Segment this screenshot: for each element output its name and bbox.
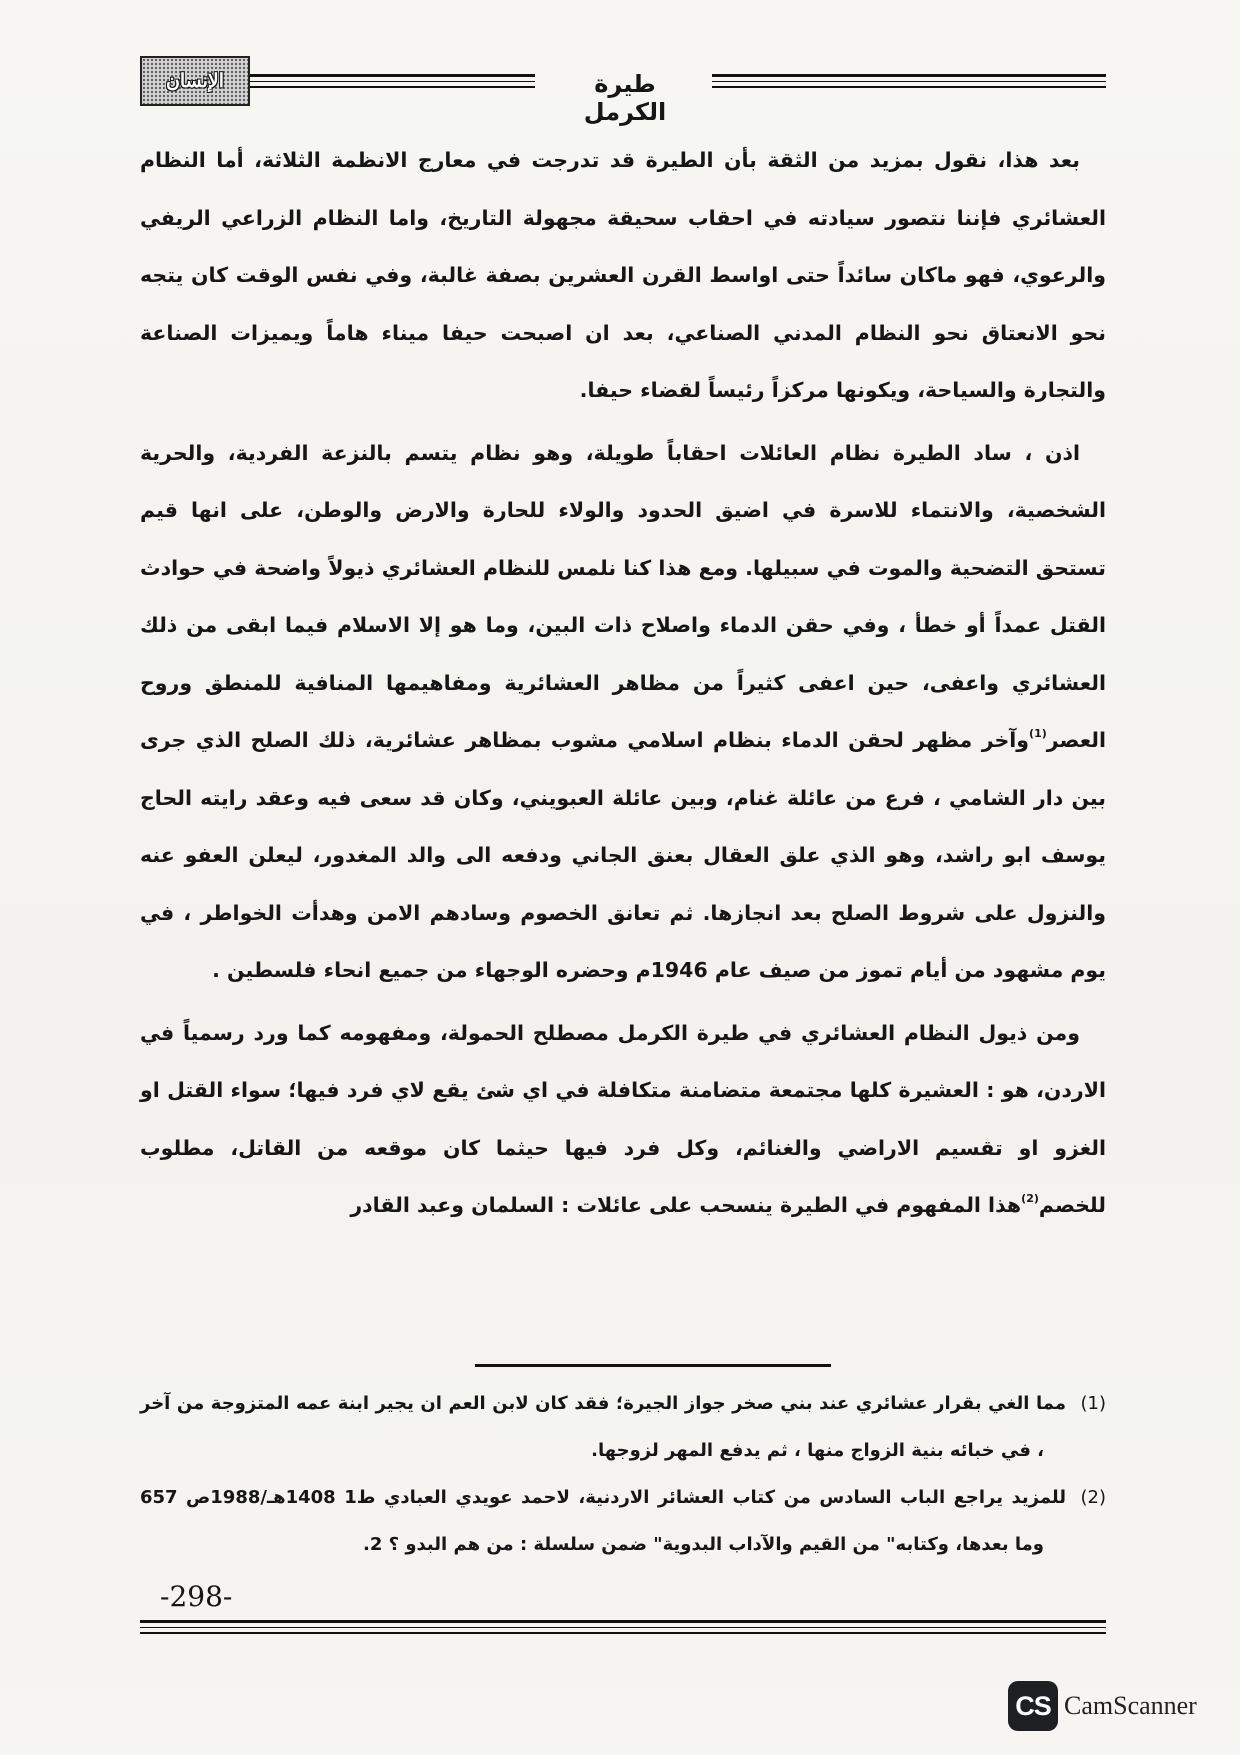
footnote: [140, 1474, 1106, 1568]
paragraph: [140, 1005, 1106, 1235]
header-rule-left: [250, 74, 535, 90]
footnote-reference: (2): [1021, 1192, 1039, 1205]
footer-rule: [140, 1620, 1106, 1638]
section-badge-label: الإنسان: [165, 70, 225, 92]
paragraph: [140, 132, 1106, 420]
footnote: [140, 1380, 1106, 1474]
footnotes: [140, 1380, 1106, 1568]
page-header: [140, 56, 1106, 126]
section-badge: [140, 56, 250, 106]
footnote-text: للمزيد يراجع الباب السادس من كتاب العشائر الاردنية، لاحمد عويدي العبادي ط1 1408هـ/1988ص 657 وما بعدها، وكتابه" من القيم والآداب البدوية" ضمن سلسلة : من هم البدو ؟ 2.: [140, 1487, 1066, 1555]
footnote-number: (2): [1080, 1487, 1106, 1508]
footnote-number: (1): [1080, 1393, 1106, 1414]
footnote-text: مما الغي بقرار عشائري عند بني صخر جواز الجيرة؛ فقد كان لابن العم ان يجير ابنة عمه المتزوجة من آخر ، في خبائه بنية الزواج منها ، ثم يدفع المهر لزوجها.: [140, 1393, 1066, 1461]
main-text: [140, 132, 1106, 1240]
paragraph-text: بعد هذا، نقول بمزيد من الثقة بأن الطيرة قد تدرجت في معارج الانظمة الثلاثة، أما النظام العشائري فإننا نتصور سيادته في احقاب سحيقة مجهولة التاريخ، واما النظام الزراعي الريفي والرعوي، فهو ماكان سائداً حتى اواسط القرن العشرين بصفة غالبة، وفي نفس الوقت كان يتجه نحو الانعتاق نحو النظام المدني الصناعي، بعد ان اصبحت حيفا ميناء هاماً ويميزات الصناعة والتجارة والسياحة، ويكونها مركزاً رئيساً لقضاء حيفا.: [140, 148, 1106, 402]
camscanner-watermark: [1008, 1680, 1197, 1732]
page-number: -298-: [160, 1580, 233, 1613]
camscanner-logo-icon: CS: [1008, 1681, 1058, 1731]
footnote-separator: [475, 1364, 831, 1367]
paragraph-text: هذا المفهوم في الطيرة ينسحب على عائلات : السلمان وعبد القادر: [350, 1193, 1022, 1217]
running-title: طيرة الكرمل: [583, 70, 667, 126]
footnote-reference: (1): [1029, 727, 1047, 740]
paragraph-text: وآخر مظهر لحقن الدماء بنظام اسلامي مشوب بمظاهر عشائرية، ذلك الصلح الذي جرى بين دار الشامي ، فرع من عائلة غنام، وبين عائلة العبويني، وكان قد سعى فيه وعقد رايته الحاج يوسف ابو راشد، وهو الذي علق العقال بعنق الجاني ودفعه الى والد المغدور، ليعلن العفو عنه والنزول على شروط الصلح بعد انجازها. ثم تعانق الخصوم وسادهم الامن وهدأت الخواطر ، في يوم مشهود من أيام تموز من صيف عام 1946م وحضره الوجهاء من جميع انحاء فلسطين .: [140, 728, 1106, 982]
paragraph: [140, 425, 1106, 1000]
camscanner-label: CamScanner: [1064, 1691, 1197, 1720]
paragraph-text: اذن ، ساد الطيرة نظام العائلات احقاباً طويلة، وهو نظام يتسم بالنزعة الفردية، والحرية الشخصية، والانتماء للاسرة في اضيق الحدود والولاء للحارة والارض والوطن، على انها قيم تستحق التضحية والموت في سبيلها. ومع هذا كنا نلمس للنظام العشائري ذيولاً واضحة في حوادث القتل عمداً أو خطأ ، وفي حقن الدماء واصلاح ذات البين، وما هو إلا الاسلام فيما ابقى من ذلك العشائري واعفى، حين اعفى كثيراً من مظاهر العشائرية ومفاهيمها المنافية للمنطق وروح العصر: [140, 440, 1106, 752]
header-rule-right: [712, 74, 1106, 90]
paragraph-text: ومن ذيول النظام العشائري في طيرة الكرمل مصطلح الحمولة، ومفهومه كما ورد رسمياً في الاردن، هو : العشيرة كلها مجتمعة متضامنة متكافلة في اي شئ يقع لاي فرد فيها؛ سواء القتل او الغزو او تقسيم الاراضي والغنائم، وكل فرد فيها حيثما كان موقعه من القاتل، مطلوب للخصم: [140, 1020, 1106, 1217]
